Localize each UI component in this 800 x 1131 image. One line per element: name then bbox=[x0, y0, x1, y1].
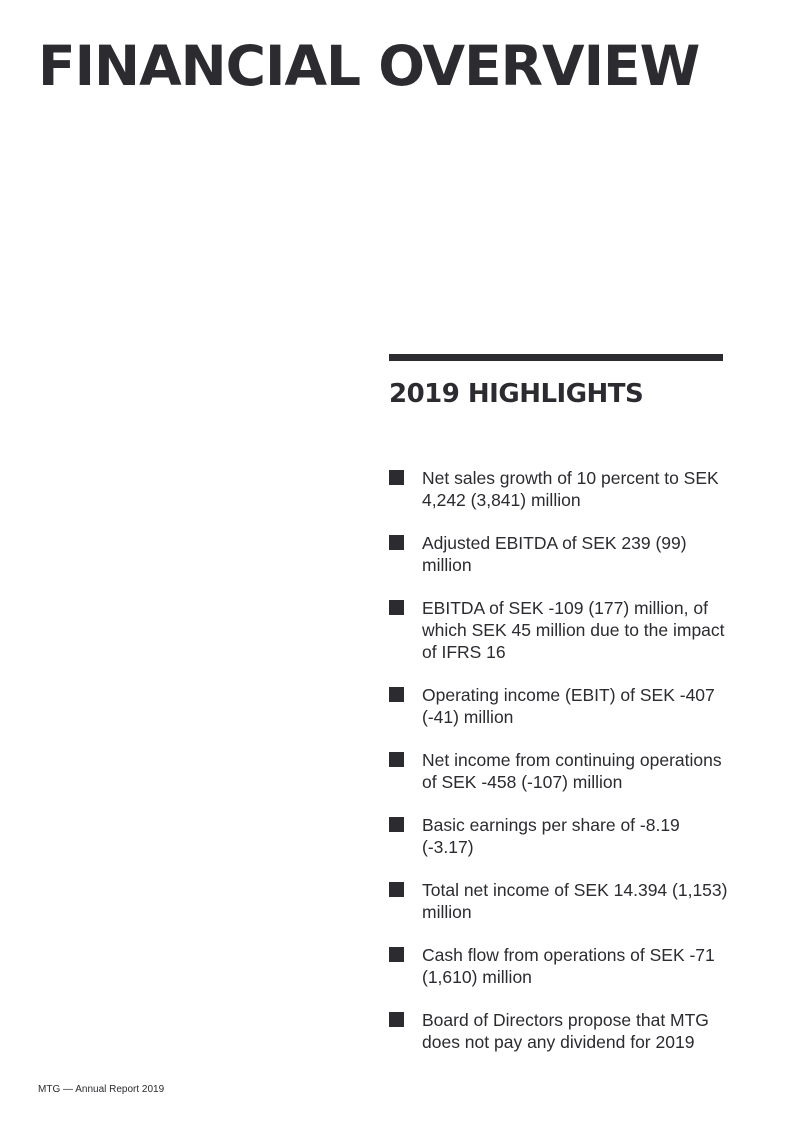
square-bullet-icon bbox=[389, 535, 404, 550]
section-heading: 2019 HIGHLIGHTS bbox=[389, 379, 644, 409]
list-item bbox=[389, 814, 734, 858]
highlights-section bbox=[389, 354, 728, 1074]
square-bullet-icon bbox=[389, 1012, 404, 1027]
list-item-text: Cash flow from operations of SEK -71 (1,610) million bbox=[422, 945, 715, 987]
list-item-text: Adjusted EBITDA of SEK 239 (99) million bbox=[422, 533, 687, 575]
list-item bbox=[389, 597, 734, 663]
square-bullet-icon bbox=[389, 752, 404, 767]
square-bullet-icon bbox=[389, 817, 404, 832]
square-bullet-icon bbox=[389, 470, 404, 485]
square-bullet-icon bbox=[389, 687, 404, 702]
list-item bbox=[389, 944, 734, 988]
list-item bbox=[389, 532, 734, 576]
list-item-text: Net income from continuing operations of SEK -458 (-107) million bbox=[422, 750, 722, 792]
section-divider bbox=[389, 354, 723, 361]
list-item bbox=[389, 879, 734, 923]
list-item-text: Net sales growth of 10 percent to SEK 4,242 (3,841) million bbox=[422, 468, 719, 510]
page-footer: MTG — Annual Report 2019 bbox=[38, 1084, 165, 1095]
list-item-text: EBITDA of SEK -109 (177) million, of which SEK 45 million due to the impact of IFRS 16 bbox=[422, 598, 725, 662]
highlights-list bbox=[389, 467, 728, 1053]
page-title: FINANCIAL OVERVIEW bbox=[38, 34, 700, 98]
list-item bbox=[389, 467, 734, 511]
list-item bbox=[389, 684, 734, 728]
list-item-text: Total net income of SEK 14.394 (1,153) million bbox=[422, 880, 728, 922]
square-bullet-icon bbox=[389, 600, 404, 615]
list-item-text: Board of Directors propose that MTG does not pay any dividend for 2019 bbox=[422, 1010, 709, 1052]
list-item-text: Operating income (EBIT) of SEK -407 (-41) million bbox=[422, 685, 715, 727]
list-item bbox=[389, 1009, 734, 1053]
square-bullet-icon bbox=[389, 947, 404, 962]
list-item bbox=[389, 749, 734, 793]
list-item-text: Basic earnings per share of -8.19 (-3.17) bbox=[422, 815, 680, 857]
square-bullet-icon bbox=[389, 882, 404, 897]
